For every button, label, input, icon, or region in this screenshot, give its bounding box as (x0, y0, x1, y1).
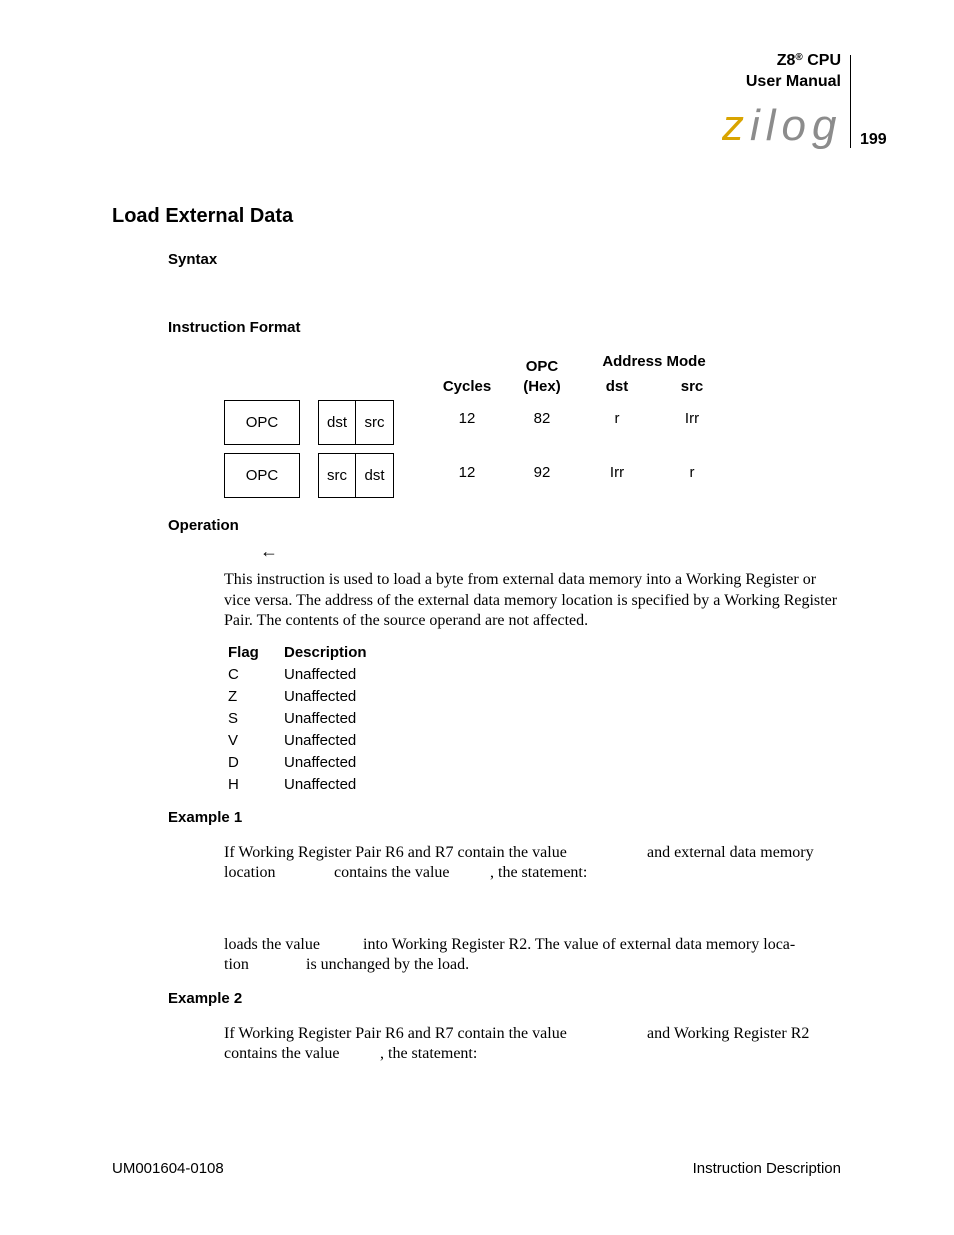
example2-heading: Example 2 (168, 990, 243, 1007)
manual-name: User Manual (745, 73, 841, 90)
flag-description: Unaffected (284, 688, 357, 705)
page-number: 199 (860, 131, 887, 148)
dst-mode-value: r (614, 410, 620, 427)
opc-box: OPC (224, 453, 300, 498)
operand-field-box: src (318, 453, 356, 498)
example1-text: is unchanged by the load. (306, 956, 470, 973)
operand-field-box: src (355, 400, 394, 445)
section-title: Load External Data (112, 205, 294, 227)
flag-description: Unaffected (284, 754, 357, 771)
col-hex-heading: (Hex) (523, 378, 561, 395)
operand-field-box: dst (355, 453, 394, 498)
example1-text: and external data memory (647, 844, 814, 861)
opc-box: OPC (224, 400, 300, 445)
footer-doc-id: UM001604-0108 (112, 1160, 224, 1177)
flag-name: H (228, 776, 239, 793)
col-opc-heading: OPC (525, 358, 559, 375)
flag-name: S (228, 710, 239, 727)
example2-text: , the statement: (380, 1045, 478, 1062)
description-column-heading: Description (284, 644, 367, 661)
example1-text: tion (224, 956, 249, 973)
syntax-heading: Syntax (168, 251, 218, 268)
flag-name: Z (228, 688, 238, 705)
example2-text: contains the value (224, 1045, 340, 1062)
example1-text: If Working Register Pair R6 and R7 contain the value (224, 844, 567, 861)
svg-text:zilog: zilog (722, 101, 843, 150)
document-title (746, 50, 841, 92)
assignment-arrow: ← (260, 541, 278, 561)
operand-field-box: dst (318, 400, 356, 445)
example1-text: into Working Register R2. The value of external data memory loca- (363, 936, 796, 953)
col-address-mode-heading: Address Mode (602, 353, 706, 370)
zilog-logo (722, 100, 844, 150)
src-mode-value: r (689, 464, 695, 481)
flag-description: Unaffected (284, 732, 357, 749)
flag-description: Unaffected (284, 666, 357, 683)
flag-description: Unaffected (284, 776, 357, 793)
flag-column-heading: Flag (228, 644, 259, 661)
example1-text: location (224, 864, 276, 881)
col-src-heading: src (680, 378, 704, 395)
col-cycles-heading: Cycles (442, 378, 492, 395)
operation-heading: Operation (168, 517, 239, 534)
footer-section: Instruction Description (692, 1160, 841, 1177)
col-dst-heading: dst (605, 378, 629, 395)
operation-description: This instruction is used to load a byte from external data memory into a Working Register or vice versa. The address of the external data memory location is specified by a Working Register Pair. The contents of the source operand are not affected. (224, 571, 838, 629)
flag-name: D (228, 754, 239, 771)
opc-value: 82 (533, 410, 551, 427)
flag-description: Unaffected (284, 710, 357, 727)
example2-text: and Working Register R2 (647, 1025, 810, 1042)
example1-text: , the statement: (490, 864, 588, 881)
dst-mode-value: Irr (609, 464, 625, 481)
example1-heading: Example 1 (168, 809, 243, 826)
src-mode-value: Irr (684, 410, 700, 427)
example1-text: contains the value (334, 864, 450, 881)
cycles-value: 12 (458, 464, 476, 481)
instruction-format-heading: Instruction Format (168, 319, 301, 336)
header-divider (850, 55, 851, 148)
opc-value: 92 (533, 464, 551, 481)
product-name: Z8® CPU (776, 52, 841, 69)
cycles-value: 12 (458, 410, 476, 427)
example2-text: If Working Register Pair R6 and R7 contain the value (224, 1025, 567, 1042)
flag-name: C (228, 666, 239, 683)
example1-text: loads the value (224, 936, 320, 953)
flag-name: V (228, 732, 239, 749)
